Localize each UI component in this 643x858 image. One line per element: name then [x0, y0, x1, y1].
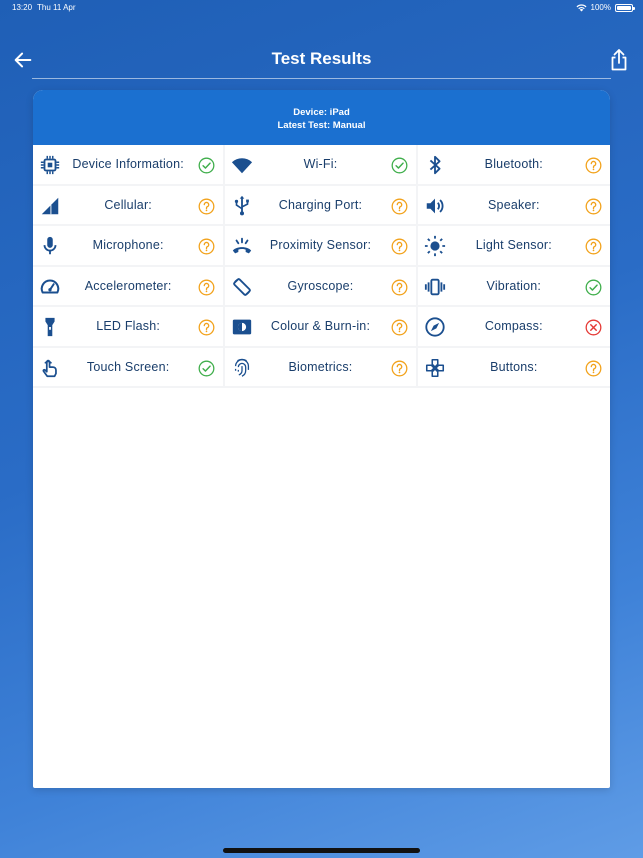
- test-label: Wi-Fi:: [303, 157, 338, 172]
- home-indicator: [223, 848, 420, 853]
- device-name: Device: iPad: [293, 107, 350, 118]
- results-grid: [33, 145, 610, 388]
- results-card: [33, 90, 610, 788]
- status-right: [576, 3, 633, 12]
- status-time: 13:20: [12, 3, 33, 12]
- question-circle-icon: [585, 198, 602, 215]
- share-icon: [609, 48, 629, 72]
- question-circle-icon: [198, 319, 215, 336]
- nav-divider: [32, 78, 611, 79]
- usb-icon: [231, 195, 253, 217]
- test-item-usb[interactable]: [225, 186, 417, 225]
- test-status: [198, 238, 215, 255]
- test-item-speaker[interactable]: [418, 186, 610, 225]
- results-row: [33, 186, 610, 227]
- touch-icon: [39, 357, 61, 379]
- test-status: [391, 360, 408, 377]
- question-circle-icon: [391, 198, 408, 215]
- test-item-flashlight[interactable]: [33, 307, 225, 346]
- question-circle-icon: [198, 238, 215, 255]
- battery-icon: [615, 4, 633, 12]
- flashlight-icon: [39, 316, 61, 338]
- phone-ringing-icon: [231, 235, 253, 257]
- test-label: Charging Port:: [278, 197, 363, 212]
- latest-test: Latest Test: Manual: [277, 120, 366, 131]
- test-item-gamepad[interactable]: [418, 348, 610, 387]
- test-label: Cellular:: [104, 197, 152, 212]
- test-label: Colour & Burn-in:: [270, 319, 371, 334]
- test-label: Gyroscope:: [287, 278, 354, 293]
- test-item-wifi[interactable]: [225, 145, 417, 184]
- results-header: [33, 90, 610, 145]
- test-label: Speaker:: [488, 197, 540, 212]
- test-item-brightness[interactable]: [418, 226, 610, 265]
- test-label: Vibration:: [486, 278, 542, 293]
- test-status: [585, 198, 602, 215]
- screen-contrast-icon: [231, 316, 253, 338]
- test-item-bluetooth[interactable]: [418, 145, 610, 184]
- test-label: Accelerometer:: [84, 278, 172, 293]
- test-item-microphone[interactable]: [33, 226, 225, 265]
- test-status: [198, 360, 215, 377]
- test-status: [585, 238, 602, 255]
- test-status: [391, 279, 408, 296]
- gamepad-icon: [424, 357, 446, 379]
- speedometer-icon: [39, 276, 61, 298]
- test-label: Bluetooth:: [484, 157, 543, 172]
- check-circle-icon: [585, 279, 602, 296]
- speaker-icon: [424, 195, 446, 217]
- test-label: Compass:: [484, 319, 543, 334]
- rotate-device-icon: [231, 276, 253, 298]
- test-status: [585, 319, 602, 336]
- test-item-touch[interactable]: [33, 348, 225, 387]
- wifi-icon: [231, 154, 253, 176]
- test-status: [391, 157, 408, 174]
- test-status: [585, 157, 602, 174]
- check-circle-icon: [198, 360, 215, 377]
- test-status: [198, 279, 215, 296]
- test-item-compass[interactable]: [418, 307, 610, 346]
- vibration-icon: [424, 276, 446, 298]
- results-row: [33, 145, 610, 186]
- microphone-icon: [39, 235, 61, 257]
- cellular-icon: [39, 195, 61, 217]
- test-label: Biometrics:: [288, 359, 353, 374]
- test-item-speedometer[interactable]: [33, 267, 225, 306]
- test-status: [198, 319, 215, 336]
- question-circle-icon: [391, 360, 408, 377]
- test-label: Touch Screen:: [86, 359, 170, 374]
- question-circle-icon: [391, 238, 408, 255]
- test-item-vibration[interactable]: [418, 267, 610, 306]
- question-circle-icon: [198, 279, 215, 296]
- test-label: Device Information:: [72, 157, 184, 172]
- test-item-screen-contrast[interactable]: [225, 307, 417, 346]
- results-row: [33, 267, 610, 308]
- test-item-chip[interactable]: [33, 145, 225, 184]
- chip-icon: [39, 154, 61, 176]
- test-label: LED Flash:: [96, 319, 161, 334]
- bluetooth-icon: [424, 154, 446, 176]
- question-circle-icon: [585, 157, 602, 174]
- wifi-status-icon: [576, 4, 587, 12]
- test-status: [198, 157, 215, 174]
- question-circle-icon: [585, 360, 602, 377]
- test-status: [198, 198, 215, 215]
- question-circle-icon: [198, 198, 215, 215]
- test-status: [585, 279, 602, 296]
- test-status: [391, 238, 408, 255]
- test-label: Proximity Sensor:: [269, 238, 372, 253]
- test-status: [391, 198, 408, 215]
- results-row: [33, 226, 610, 267]
- question-circle-icon: [391, 319, 408, 336]
- test-item-fingerprint[interactable]: [225, 348, 417, 387]
- test-status: [391, 319, 408, 336]
- check-circle-icon: [198, 157, 215, 174]
- test-label: Buttons:: [490, 359, 538, 374]
- status-bar: [0, 0, 643, 16]
- fingerprint-icon: [231, 357, 253, 379]
- results-row: [33, 348, 610, 389]
- test-label: Microphone:: [92, 238, 164, 253]
- test-status: [585, 360, 602, 377]
- status-date: Thu 11 Apr: [37, 3, 76, 12]
- test-item-phone-ringing[interactable]: [225, 226, 417, 265]
- page-title: Test Results: [271, 49, 372, 68]
- question-circle-icon: [391, 279, 408, 296]
- brightness-icon: [424, 235, 446, 257]
- results-row: [33, 307, 610, 348]
- battery-percent: 100%: [590, 3, 611, 12]
- question-circle-icon: [585, 238, 602, 255]
- test-label: Light Sensor:: [475, 238, 552, 253]
- check-circle-icon: [391, 157, 408, 174]
- cross-circle-icon: [585, 319, 602, 336]
- share-button[interactable]: [609, 48, 629, 72]
- compass-icon: [424, 316, 446, 338]
- navigation-bar: [0, 40, 643, 80]
- test-item-cellular[interactable]: [33, 186, 225, 225]
- test-item-rotate-device[interactable]: [225, 267, 417, 306]
